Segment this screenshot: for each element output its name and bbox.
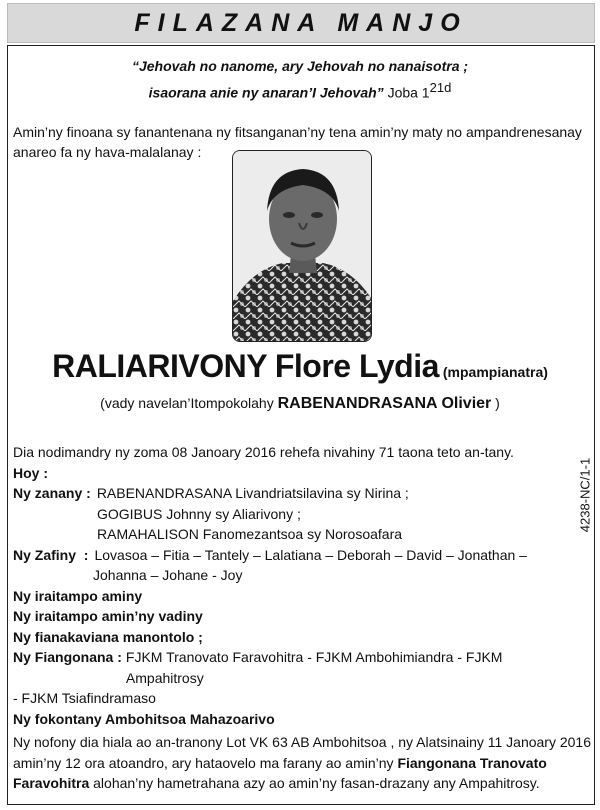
verse-text-1: “Jehovah no nanome, ary Jehovah no nanaisotra ; xyxy=(131,58,469,74)
deceased-role: (mpampianatra) xyxy=(442,364,548,380)
intro-text: Amin’ny finoana sy fanantenana ny fitsanganan’ny tena amin’ny maty no ampandrenesanay anareo fa ny hava-malalanay : xyxy=(13,124,582,160)
family-line-2: Ny iraitampo amin’ny vadiny xyxy=(13,608,203,624)
spouse-name: RABENANDRASANA Olivier xyxy=(277,395,492,412)
funeral-church: Fiangonana Tranovato Faravohitra xyxy=(13,754,547,791)
children-row xyxy=(13,483,583,504)
churches-line-2: - FJKM Tsiafindramaso xyxy=(13,690,156,706)
grandchildren-line-1: Lovasoa – Fitia – Tantely – Lalatiana – Deborah – David – Jonathan – xyxy=(94,546,527,563)
churches-line-1: FJKM Tranovato Faravohitra - FJKM Ambohimiandra - FJKM Ampahitrosy xyxy=(125,649,503,686)
reference-code: 4238-NC/1-1 xyxy=(577,457,593,533)
reference-code-box xyxy=(575,457,595,533)
grandchildren-row xyxy=(13,545,583,566)
funeral-text-1: Ny nofony dia hiala ao an-tranony Lot VK 63 AB Ambohitsoa , ny Alatsinainy 11 Janoary 2016 amin’ny 12 ora atoandro, ary hataovelo ma farany ao amin’ny xyxy=(13,734,592,771)
verse-reference-sup: 21d xyxy=(429,80,452,95)
portrait-photo xyxy=(232,150,372,342)
funeral-details xyxy=(13,732,591,794)
notice-header xyxy=(7,3,595,43)
family-line-3: Ny fianakaviana manontolo ; xyxy=(13,628,203,645)
deceased-name-block xyxy=(0,348,600,385)
children-label: Ny zanany : xyxy=(13,485,91,501)
spouse-suffix: ) xyxy=(495,395,500,411)
grandchildren-label: Ny Zafiny : xyxy=(13,546,89,563)
bible-verse-line-2 xyxy=(0,78,600,103)
verse-reference: Joba 1 xyxy=(387,84,430,101)
fokontany: Ny fokontany Ambohitsoa Mahazoarivo xyxy=(13,710,275,727)
notice-title: FILAZANA MANJO xyxy=(134,8,468,37)
hoy-label: Hoy : xyxy=(13,464,48,481)
death-notice: Dia nodimandry ny zoma 08 Janoary 2016 rehefa nivahiny 71 taona teto an-tany. xyxy=(13,444,514,460)
children-line-3: RAMAHALISON Fanomezantsoa sy Norosoafara xyxy=(97,526,403,542)
spouse-line xyxy=(0,395,600,413)
grandchildren-line-2: Johanna – Johane - Joy xyxy=(93,567,243,583)
spouse-prefix: (vady navelan’Itompokolahy xyxy=(100,395,274,411)
children-line-1: RABENANDRASANA Livandriatsilavina sy Nirina ; xyxy=(96,485,409,501)
notice-body xyxy=(13,442,583,729)
verse-text-2: isaorana anie ny anaran’I Jehovah” xyxy=(148,84,384,101)
churches-row xyxy=(13,647,583,688)
bible-verse-line-1 xyxy=(0,56,600,76)
churches-label: Ny Fiangonana : xyxy=(13,649,122,665)
deceased-name: RALIARIVONY Flore Lydia xyxy=(52,348,439,384)
portrait-image xyxy=(233,151,372,342)
family-line-1: Ny iraitampo aminy xyxy=(13,587,143,604)
funeral-text-2: alohan’ny hametrahana azy ao amin’ny fasan-drazany any Ampahitrosy. xyxy=(93,775,540,791)
children-line-2: GOGIBUS Johnny sy Aliarivony ; xyxy=(97,505,301,522)
